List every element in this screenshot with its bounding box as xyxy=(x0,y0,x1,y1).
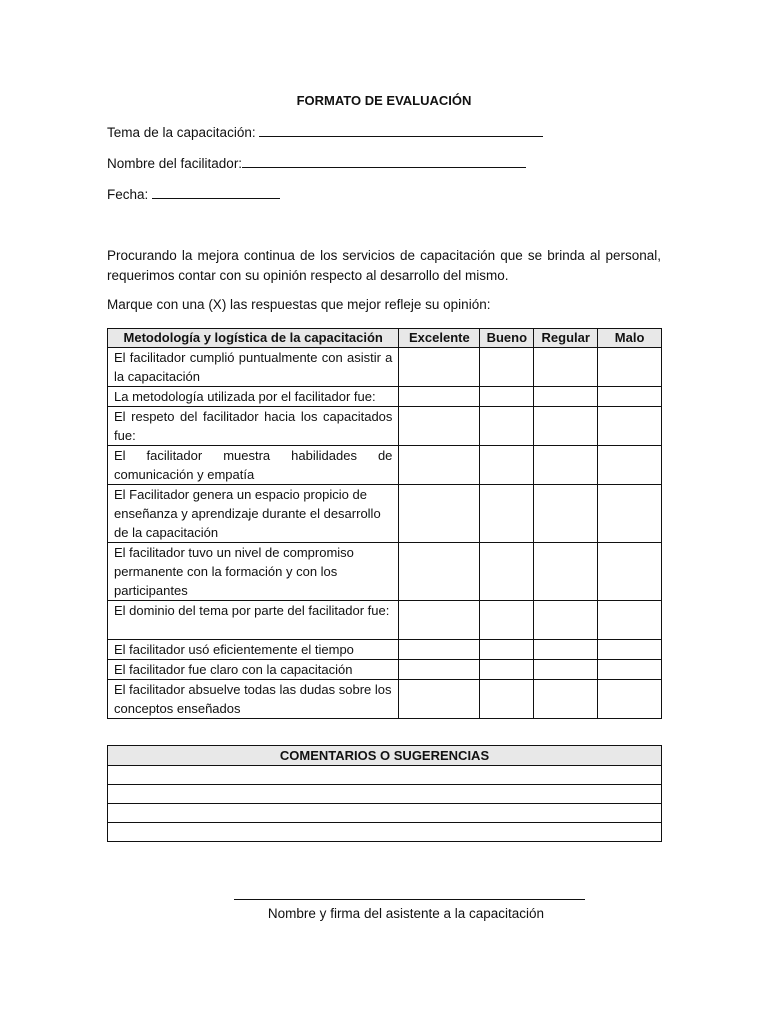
topic-blank-line[interactable] xyxy=(259,124,543,137)
table-row xyxy=(108,601,662,640)
comments-header-row xyxy=(108,746,662,766)
rating-cell-regular[interactable] xyxy=(534,387,598,407)
topic-field xyxy=(107,124,543,140)
rating-cell-excelente[interactable] xyxy=(399,387,480,407)
table-row xyxy=(108,640,662,660)
question-cell: El facilitador fue claro con la capacitación xyxy=(108,660,399,680)
rating-cell-bueno[interactable] xyxy=(480,446,534,485)
header-excelente: Excelente xyxy=(399,329,480,348)
table-row xyxy=(108,446,662,485)
rating-cell-excelente[interactable] xyxy=(399,680,480,719)
intro-paragraph: Procurando la mejora continua de los servicios de capacitación que se brinda al personal, requerimos contar con su opinión respecto al desarrollo del mismo. xyxy=(107,248,661,283)
comment-line[interactable] xyxy=(108,823,662,842)
date-field xyxy=(107,186,280,202)
table-row xyxy=(108,348,662,387)
rating-cell-malo[interactable] xyxy=(598,543,662,601)
rating-cell-bueno[interactable] xyxy=(480,601,534,640)
topic-label: Tema de la capacitación: xyxy=(107,125,256,140)
rating-cell-regular[interactable] xyxy=(534,543,598,601)
rating-cell-malo[interactable] xyxy=(598,660,662,680)
rating-cell-regular[interactable] xyxy=(534,640,598,660)
rating-cell-excelente[interactable] xyxy=(399,640,480,660)
instruction-text: Marque con una (X) las respuestas que mejor refleje su opinión: xyxy=(107,297,491,312)
comments-table xyxy=(107,745,662,842)
rating-cell-regular[interactable] xyxy=(534,680,598,719)
table-row xyxy=(108,407,662,446)
rating-cell-bueno[interactable] xyxy=(480,387,534,407)
rating-cell-regular[interactable] xyxy=(534,601,598,640)
comment-row xyxy=(108,823,662,842)
comment-row xyxy=(108,766,662,785)
question-cell: La metodología utilizada por el facilitador fue: xyxy=(108,387,399,407)
rating-cell-malo[interactable] xyxy=(598,640,662,660)
facilitator-label: Nombre del facilitador: xyxy=(107,156,243,171)
rating-cell-malo[interactable] xyxy=(598,407,662,446)
rating-cell-excelente[interactable] xyxy=(399,407,480,446)
rating-cell-bueno[interactable] xyxy=(480,660,534,680)
page-title: FORMATO DE EVALUACIÓN xyxy=(296,93,472,108)
table-row xyxy=(108,660,662,680)
comment-line[interactable] xyxy=(108,766,662,785)
rating-cell-bueno[interactable] xyxy=(480,348,534,387)
question-cell: El dominio del tema por parte del facilitador fue: xyxy=(108,601,399,640)
header-regular: Regular xyxy=(534,329,598,348)
rating-cell-regular[interactable] xyxy=(534,407,598,446)
comment-line[interactable] xyxy=(108,785,662,804)
comment-row xyxy=(108,785,662,804)
table-row xyxy=(108,485,662,543)
rating-cell-excelente[interactable] xyxy=(399,660,480,680)
rating-cell-bueno[interactable] xyxy=(480,485,534,543)
facilitator-blank-line[interactable] xyxy=(242,155,526,168)
rating-cell-excelente[interactable] xyxy=(399,485,480,543)
table-row xyxy=(108,543,662,601)
rating-cell-regular[interactable] xyxy=(534,660,598,680)
comment-row xyxy=(108,804,662,823)
header-malo: Malo xyxy=(598,329,662,348)
comment-line[interactable] xyxy=(108,804,662,823)
header-methodology: Metodología y logística de la capacitación xyxy=(108,329,399,348)
rating-cell-regular[interactable] xyxy=(534,485,598,543)
date-label: Fecha: xyxy=(107,187,149,202)
facilitator-field xyxy=(107,155,526,171)
question-cell: El facilitador tuvo un nivel de compromiso permanente con la formación y con los participantes xyxy=(108,543,399,601)
rating-cell-excelente[interactable] xyxy=(399,348,480,387)
rating-cell-bueno[interactable] xyxy=(480,680,534,719)
question-cell: El facilitador absuelve todas las dudas sobre los conceptos enseñados xyxy=(108,680,399,719)
rating-cell-malo[interactable] xyxy=(598,348,662,387)
rating-cell-excelente[interactable] xyxy=(399,543,480,601)
question-cell: El Facilitador genera un espacio propicio de enseñanza y aprendizaje durante el desarrollo de la capacitación xyxy=(108,485,399,543)
rating-cell-bueno[interactable] xyxy=(480,640,534,660)
rating-cell-regular[interactable] xyxy=(534,348,598,387)
rating-cell-regular[interactable] xyxy=(534,446,598,485)
rating-cell-excelente[interactable] xyxy=(399,601,480,640)
date-blank-line[interactable] xyxy=(152,186,280,199)
rating-cell-malo[interactable] xyxy=(598,485,662,543)
rating-cell-malo[interactable] xyxy=(598,387,662,407)
question-cell: El facilitador usó eficientemente el tiempo xyxy=(108,640,399,660)
table-row xyxy=(108,387,662,407)
rating-cell-malo[interactable] xyxy=(598,601,662,640)
signature-label: Nombre y firma del asistente a la capacitación xyxy=(267,906,545,921)
comments-header: COMENTARIOS O SUGERENCIAS xyxy=(108,746,662,766)
evaluation-header-row xyxy=(108,329,662,348)
question-cell: El facilitador cumplió puntualmente con asistir a la capacitación xyxy=(108,348,399,387)
rating-cell-malo[interactable] xyxy=(598,446,662,485)
rating-cell-bueno[interactable] xyxy=(480,407,534,446)
header-bueno: Bueno xyxy=(480,329,534,348)
table-row xyxy=(108,680,662,719)
evaluation-table xyxy=(107,328,662,719)
signature-line[interactable] xyxy=(234,899,585,900)
rating-cell-malo[interactable] xyxy=(598,680,662,719)
rating-cell-excelente[interactable] xyxy=(399,446,480,485)
question-cell: El facilitador muestra habilidades de comunicación y empatía xyxy=(108,446,399,485)
rating-cell-bueno[interactable] xyxy=(480,543,534,601)
question-cell: El respeto del facilitador hacia los capacitados fue: xyxy=(108,407,399,446)
